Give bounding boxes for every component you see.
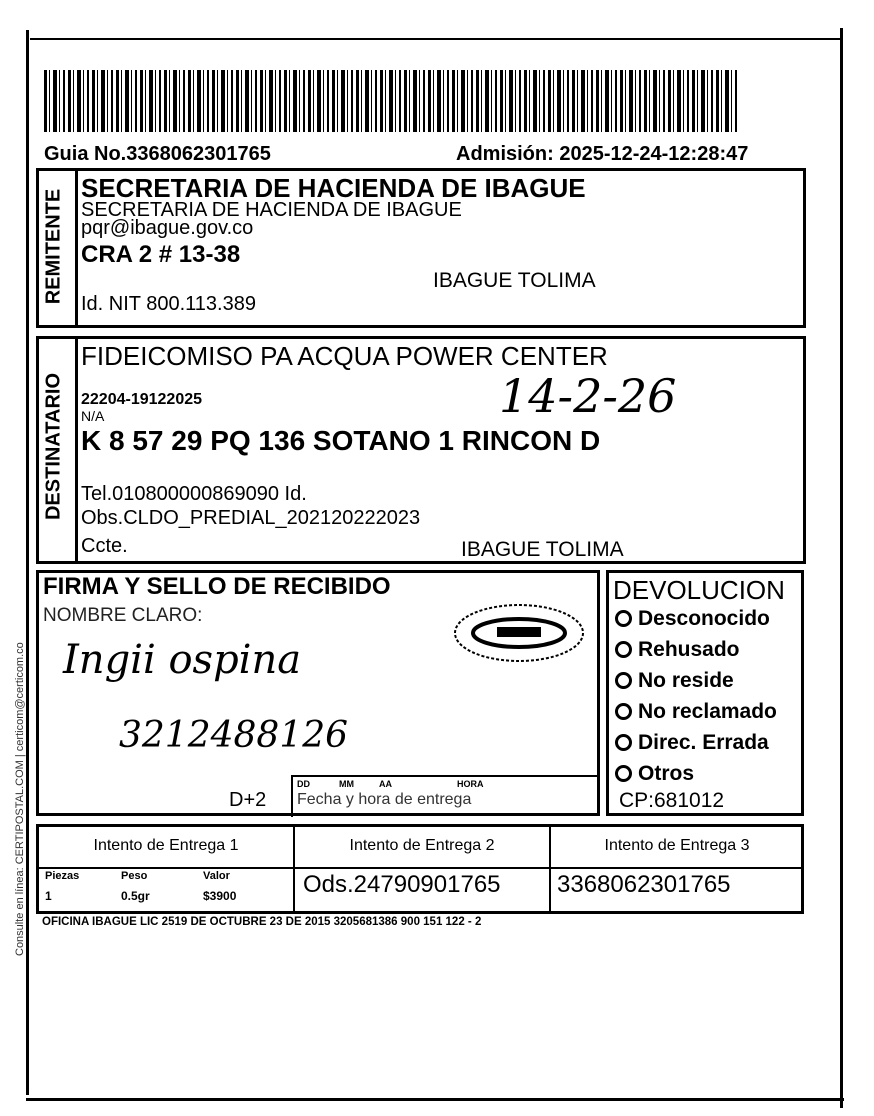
delivery-datetime-cell <box>291 775 599 817</box>
recipient-code: 22204-19122025 <box>81 391 203 408</box>
side-consult-text: Consulte en línea: CERTIPOSTAL.COM | certicom@certicom.co <box>14 642 26 956</box>
attempt-3-label: Intento de Entrega 3 <box>604 837 750 854</box>
page-border-left <box>26 30 29 1095</box>
piezas-label: Piezas <box>45 870 80 882</box>
recipient-section <box>36 336 806 564</box>
mm-label: MM <box>339 779 354 789</box>
page-border-bottom <box>26 1098 844 1101</box>
return-option-direc-errada[interactable] <box>615 727 777 758</box>
handwritten-phone: 3212488126 <box>119 715 349 756</box>
return-section <box>606 570 804 816</box>
sender-section <box>36 168 806 328</box>
sender-label: REMITENTE <box>42 188 65 305</box>
radio-icon <box>615 734 632 751</box>
dd-label: DD <box>297 779 310 789</box>
sender-email: pqr@ibague.gov.co <box>81 217 254 239</box>
option-label: Direc. Errada <box>638 730 769 754</box>
sender-name-2: SECRETARIA DE HACIENDA DE IBAGUE <box>81 199 462 221</box>
recipient-label: DESTINATARIO <box>42 372 65 521</box>
handwritten-name: Ingii ospina <box>63 637 302 683</box>
recipient-name: FIDEICOMISO PA ACQUA POWER CENTER <box>81 341 608 371</box>
attempt-2-cell <box>293 827 549 911</box>
fecha-label: Fecha y hora de entrega <box>297 791 472 808</box>
valor-value: $3900 <box>203 889 237 903</box>
radio-icon <box>615 765 632 782</box>
recipient-label-cell <box>39 339 78 561</box>
sender-label-cell <box>39 171 78 325</box>
nombre-label: NOMBRE CLARO: <box>43 605 203 626</box>
aa-label: AA <box>379 779 392 789</box>
return-option-desconocido[interactable] <box>615 603 777 634</box>
option-label: Desconocido <box>638 606 770 630</box>
recipient-address: K 8 57 29 PQ 136 SOTANO 1 RINCON D <box>81 425 601 456</box>
sender-address: CRA 2 # 13-38 <box>81 241 241 268</box>
recipient-obs: Obs.CLDO_PREDIAL_202120222023 <box>81 507 421 529</box>
return-option-no-reclamado[interactable] <box>615 696 777 727</box>
sender-city: IBAGUE TOLIMA <box>433 269 596 292</box>
guide-number-cell: 3368062301765 <box>557 871 731 898</box>
return-option-no-reside[interactable] <box>615 665 777 696</box>
option-label: No reside <box>638 668 734 692</box>
footer-text: OFICINA IBAGUE LIC 2519 DE OCTUBRE 23 DE 2015 3205681386 900 151 122 - 2 <box>42 916 482 928</box>
sender-name: SECRETARIA DE HACIENDA DE IBAGUE <box>81 173 586 203</box>
peso-label: Peso <box>121 870 148 882</box>
recipient-tel: Tel.010800000869090 Id. <box>81 483 307 505</box>
valor-label: Valor <box>203 870 230 882</box>
peso-value: 0.5gr <box>121 889 150 903</box>
guide-number: Guia No.3368062301765 <box>44 143 271 165</box>
attempt-3-cell <box>549 827 801 911</box>
recipient-ccte: Ccte. <box>81 535 128 557</box>
attempt-2-label: Intento de Entrega 2 <box>349 837 495 854</box>
delivery-term: D+2 <box>229 789 267 811</box>
option-label: Rehusado <box>638 637 740 661</box>
return-cp: CP:681012 <box>619 789 725 812</box>
radio-icon <box>615 610 632 627</box>
recipient-na: N/A <box>81 408 105 424</box>
stamp-image <box>449 601 589 665</box>
admission-date: Admisión: 2025-12-24-12:28:47 <box>456 143 749 165</box>
return-options <box>615 603 777 789</box>
receipt-section <box>36 570 600 816</box>
return-option-rehusado[interactable] <box>615 634 777 665</box>
handwritten-date: 14-2-26 <box>499 369 677 423</box>
page-border-right <box>840 28 843 1108</box>
option-label: Otros <box>638 761 695 785</box>
piezas-value: 1 <box>45 889 52 903</box>
return-title: DEVOLUCION <box>613 575 785 605</box>
barcode <box>44 70 740 132</box>
hora-label: HORA <box>457 779 484 789</box>
radio-icon <box>615 672 632 689</box>
page-border-top <box>30 38 840 40</box>
ods-number: Ods.24790901765 <box>303 871 501 898</box>
return-option-otros[interactable] <box>615 758 777 789</box>
radio-icon <box>615 641 632 658</box>
sender-nit: Id. NIT 800.113.389 <box>81 293 256 315</box>
attempts-section <box>36 824 804 914</box>
recipient-city: IBAGUE TOLIMA <box>461 538 624 561</box>
attempt-1-label: Intento de Entrega 1 <box>93 837 239 854</box>
option-label: No reclamado <box>638 699 777 723</box>
receipt-title: FIRMA Y SELLO DE RECIBIDO <box>43 573 391 600</box>
radio-icon <box>615 703 632 720</box>
